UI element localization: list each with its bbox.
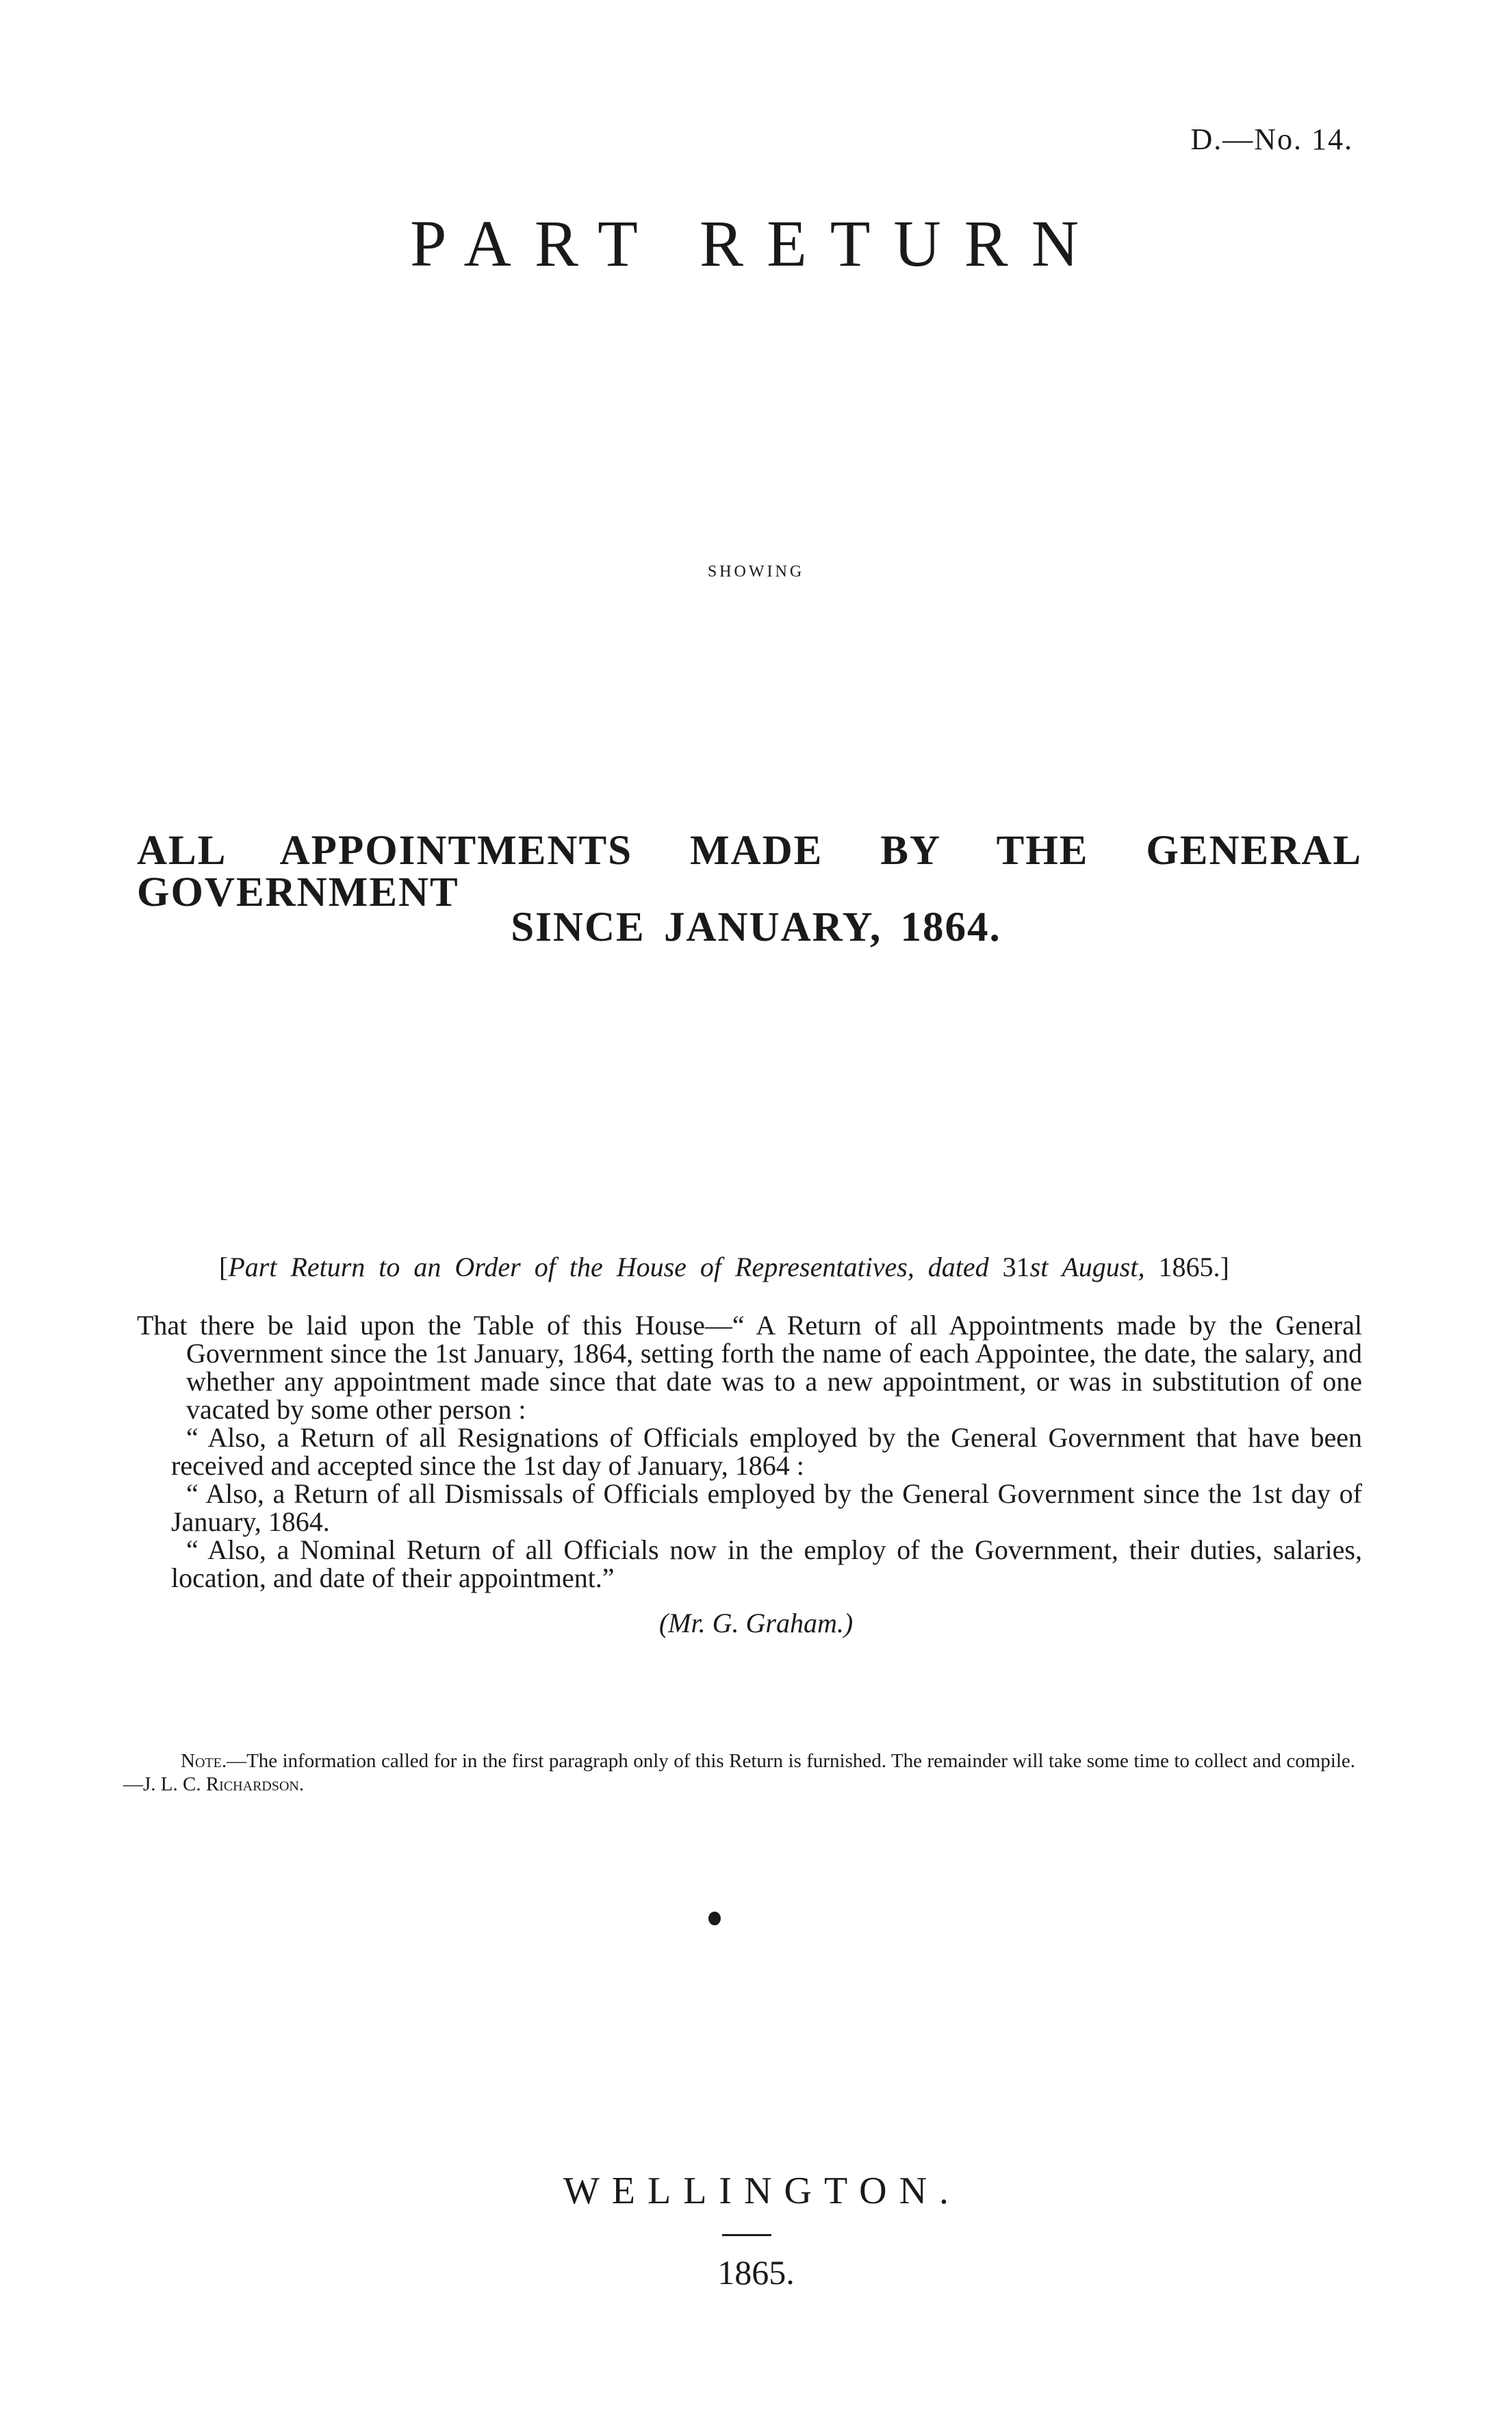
imprint-place: WELLINGTON.	[563, 2170, 962, 2212]
document-title: PART RETURN	[409, 207, 1103, 280]
motion-paragraph: That there be laid upon the Table of this House—“ A Return of all Appointments made by the General Government since the 1st January, 1864, setting forth the name of each Appointee, the date, the salary, and whether any appointment made since that date was to a new appointment, or was in substitution of one vacated by some other person :	[137, 1310, 1362, 1425]
order-date-num: 31	[1002, 1252, 1030, 1282]
subject-heading-line1: ALL APPOINTMENTS MADE BY THE GENERAL GOVERNMENT	[137, 828, 1362, 915]
imprint-divider	[722, 2234, 771, 2236]
imprint-year: 1865.	[717, 2253, 795, 2292]
order-text: Part Return to an Order of the House of Representatives, dated	[228, 1252, 989, 1282]
showing-label: SHOWING	[707, 563, 805, 581]
motion-paragraph: “ Also, a Return of all Dismissals of Officials employed by the General Government since the 1st day of January, 1864.	[171, 1478, 1362, 1537]
editorial-note	[123, 1749, 1355, 1796]
order-year: 1865.]	[1158, 1252, 1229, 1282]
printer-mark	[708, 1912, 721, 1925]
note-label: Note.	[181, 1750, 227, 1772]
note-signer: Richardson.	[205, 1773, 305, 1795]
motion-paragraph: “ Also, a Return of all Resignations of Officials employed by the General Government that have been received and accepted since the 1st day of January, 1864 :	[171, 1422, 1362, 1481]
order-open-bracket: [	[219, 1252, 229, 1282]
subject-heading-line2: SINCE JANUARY, 1864.	[511, 904, 1001, 950]
document-reference: D.—No. 14.	[1190, 123, 1353, 156]
order-date-suffix: st	[1029, 1252, 1049, 1282]
motion-text	[137, 1311, 1362, 1592]
order-reference	[219, 1251, 1229, 1283]
order-month: August,	[1062, 1252, 1145, 1282]
motion-paragraph: “ Also, a Nominal Return of all Officials now in the employ of the Government, their duties, salaries, location, and date of their appointment.”	[171, 1534, 1362, 1593]
note-text: —The information called for in the first paragraph only of this Return is furnished. The remainder will take some time to collect and compile.—J. L. C.	[123, 1750, 1355, 1795]
mover-signature: (Mr. G. Graham.)	[658, 1608, 854, 1638]
